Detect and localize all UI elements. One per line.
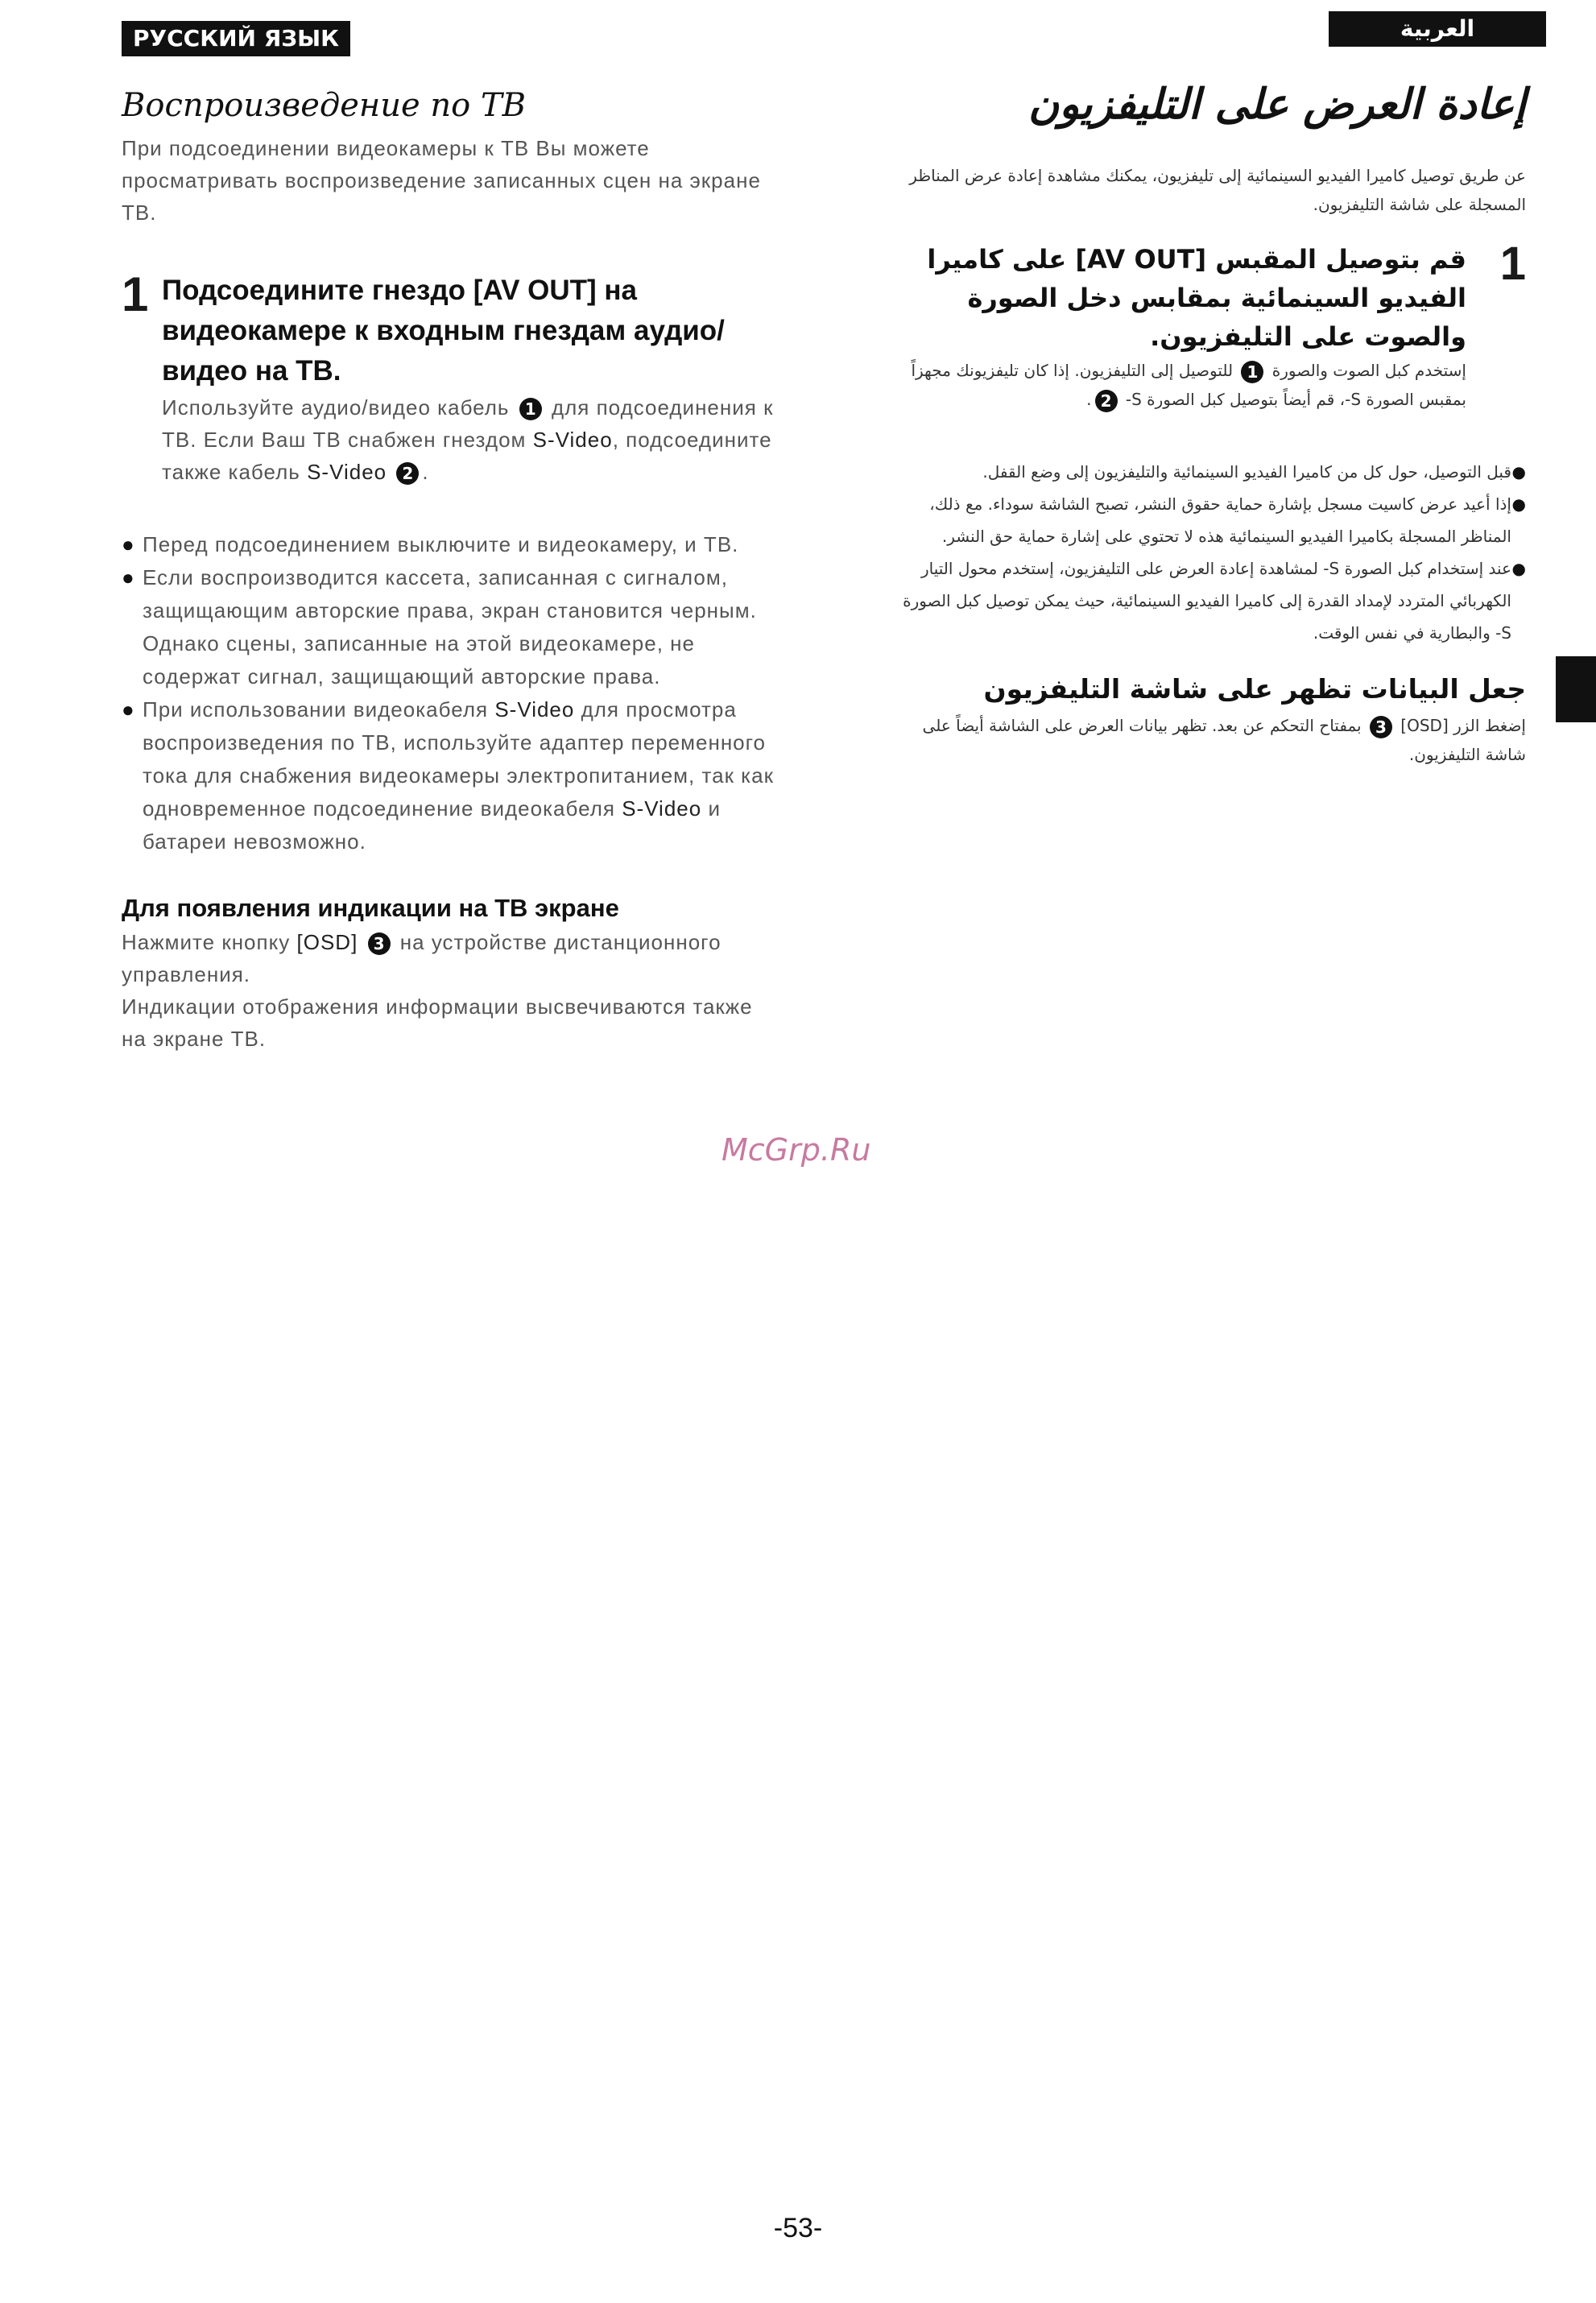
step-note-part: для подсоединения к ТВ. Если Ваш ТВ снабжен гнездом [162, 395, 774, 452]
step-heading: قم بتوصيل المقبس [AV OUT] على كاميرا الفيديو السينمائية بمقابس دخل الصورة والصوت على التليفزيون. [927, 244, 1466, 352]
step-note: Используйте аудио/видео кабель 1 для подсоединения к ТВ. Если Ваш ТВ снабжен гнездом S-Video, подсоедините также кабель S-Video 2 . [162, 395, 774, 484]
step-note: إستخدم كبل الصوت والصورة 1 للتوصيل إلى التليفزيون. إذا كان تليفزيونك مجهزاً بمقبس الصورة S-، قم أيضاً بتوصيل كبل الصورة S- 2. [911, 361, 1466, 411]
marker-1-icon: 1 [519, 398, 542, 420]
notes-list-arabic [886, 456, 1526, 649]
section-edge-tab [1556, 656, 1596, 722]
bullet-icon: ● [122, 565, 135, 589]
page-number: -53- [773, 2213, 823, 2243]
watermark: McGrp.Ru [722, 1132, 871, 1168]
page-title-arabic: إعادة العرض على التليفزيون [1028, 81, 1526, 129]
marker-3-icon: 3 [368, 932, 391, 955]
osd-heading-arabic: جعل البيانات تظهر على شاشة التليفزيون [983, 673, 1526, 705]
arabic-column [886, 81, 1526, 769]
marker-2-icon: 2 [396, 462, 419, 485]
step-number: 1 [122, 267, 149, 321]
step-note-part: , подсоедините также кабель [162, 428, 772, 484]
bullet-icon: ● [1511, 462, 1526, 482]
marker-1-icon: 1 [1241, 361, 1263, 383]
bullet-icon: ● [1511, 559, 1526, 578]
bullet-icon: ● [122, 697, 135, 721]
bullet-icon: ● [1511, 494, 1526, 514]
list-item: ● إذا أعيد عرض كاسيت مسجل بإشارة حماية حقوق النشر، تصبح الشاشة سوداء. مع ذلك، المناظر المسجلة بكاميرا الفيديو السينمائية هذه لا تحتوي على إشارة حماية حق النشر. [886, 488, 1526, 552]
language-tag-arabic: العربية [1329, 11, 1546, 47]
list-item: ● عند إستخدام كبل الصورة S- لمشاهدة إعادة العرض على التليفزيون، إستخدم محول التيار الكهربائي المتردد لإمداد القدرة إلى كاميرا الفيديو السينمائية، حيث يمكن توصيل كبل الصورة S- والبطارية في نفس الوقت. [886, 552, 1526, 649]
svideo-label: S-Video [532, 428, 613, 452]
language-tag-russian: РУССКИЙ ЯЗЫК [122, 21, 350, 56]
osd-heading-russian: Для появления индикации на ТВ экране [122, 894, 619, 922]
marker-3-icon: 3 [1370, 716, 1392, 738]
step-heading: Подсоедините гнездо [AV OUT] на видеокамере к входным гнездам аудио/ видео на ТВ. [162, 275, 725, 387]
list-item: ● Перед подсоединением выключите и видеокамеру, и ТВ. [122, 528, 775, 561]
bullet-icon: ● [122, 532, 135, 556]
step-1-arabic [886, 240, 1526, 414]
marker-2-icon: 2 [1095, 390, 1118, 412]
russian-column [122, 87, 775, 1055]
page-title-russian: Воспроизведение по ТВ [122, 87, 527, 124]
list-item: ● قبل التوصيل، حول كل من كاميرا الفيديو السينمائية والتليفزيون إلى وضع القفل. [886, 456, 1526, 488]
list-item: ● При использовании видеокабеля S-Video для просмотра воспроизведения по ТВ, используйте адаптер переменного тока для снабжения видеокамеры электропитанием, так как одновременное подсоединение видеокабеля S-Video и батареи невозможно. [122, 693, 775, 858]
osd-text-russian: Нажмите кнопку [OSD] 3 на устройстве дистанционного управления. Индикации отображения информации высвечиваются также на экране ТВ. [122, 930, 753, 1051]
step-number: 1 [1499, 238, 1526, 290]
svideo-label: S-Video [307, 460, 387, 484]
step-1-russian [122, 267, 775, 488]
step-note-part: Используйте аудио/видео кабель [162, 395, 510, 420]
intro-arabic: عن طريق توصيل كاميرا الفيديو السينمائية إلى تليفزيون، يمكنك مشاهدة إعادة عرض المناظر المسجلة على شاشة التليفزيون. [909, 166, 1526, 214]
notes-list-russian [122, 528, 775, 858]
intro-russian: При подсоединении видеокамеры к ТВ Вы можете просматривать воспроизведение записанных сцен на экране ТВ. [122, 136, 761, 225]
osd-key-label: [OSD] [296, 930, 358, 954]
osd-text-arabic: إضغط الزر [OSD] 3 بمفتاح التحكم عن بعد. تظهر بيانات العرض على الشاشة أيضاً على شاشة التليفزيون. [922, 716, 1526, 764]
list-item: ● Если воспроизводится кассета, записанная с сигналом, защищающим авторские права, экран становится черным. Однако сцены, записанные на этой видеокамере, не содержат сигнал, защищающий авторские права. [122, 561, 775, 693]
